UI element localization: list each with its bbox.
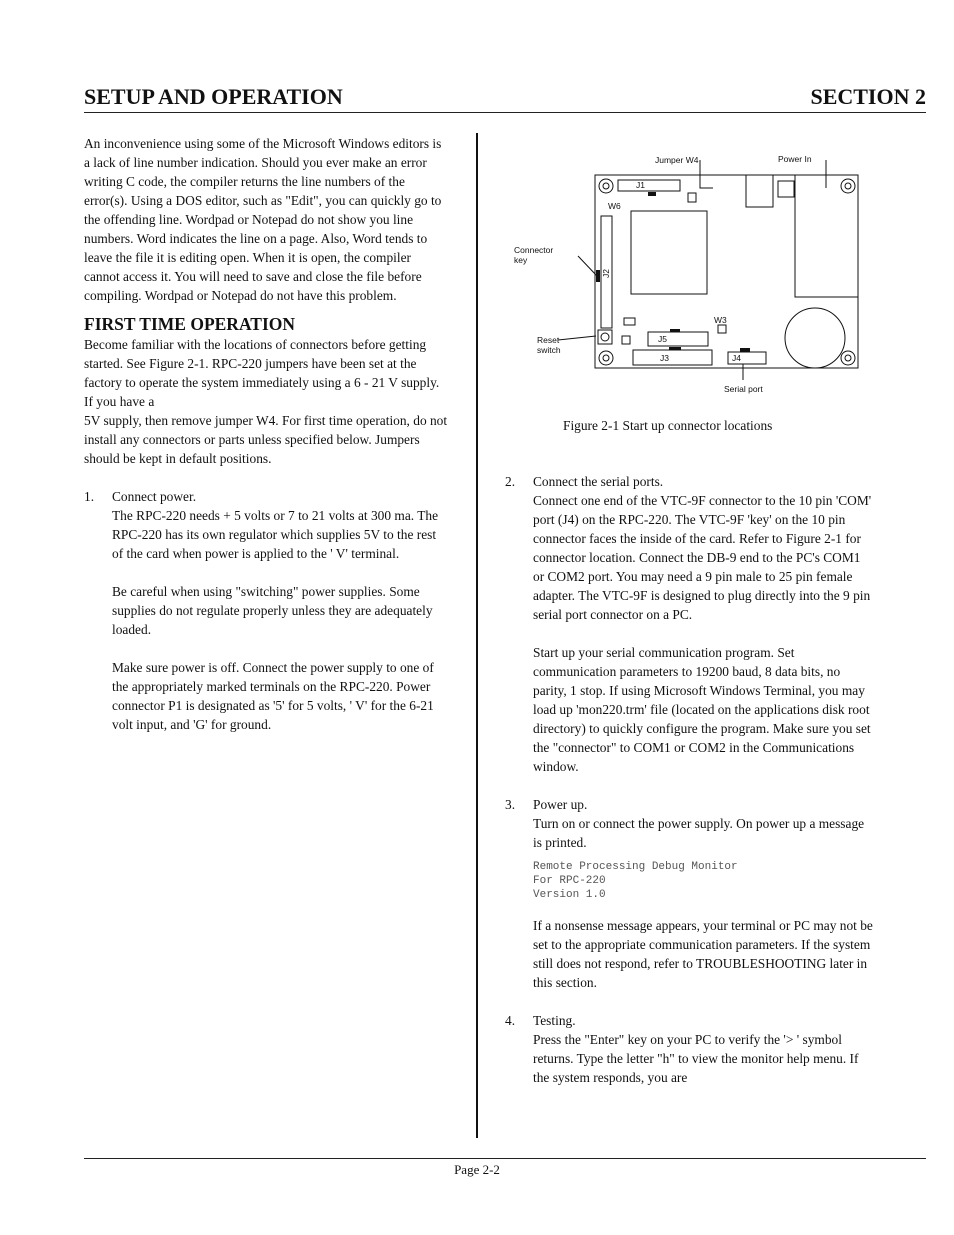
board-diagram bbox=[508, 148, 873, 400]
step-4 bbox=[505, 1011, 873, 1087]
serial-port-label: Serial port bbox=[724, 384, 763, 394]
step-paragraph: The RPC-220 needs + 5 volts or 7 to 21 volts at 300 ma. The RPC-220 has its own regulator which supplies 5V to the rest of the card when power is applied to the ' V' terminal. bbox=[112, 508, 439, 561]
j3-label: J3 bbox=[660, 353, 669, 363]
left-column bbox=[84, 134, 449, 734]
monitor-line: For RPC-220 bbox=[533, 875, 606, 887]
j4-label: J4 bbox=[732, 353, 741, 363]
j1-connector bbox=[618, 180, 680, 191]
reset-switch bbox=[598, 330, 612, 344]
reset-label-1: Reset bbox=[537, 335, 560, 345]
column-divider bbox=[476, 133, 478, 1138]
intro-paragraph: An inconvenience using some of the Microsoft Windows editors is a lack of line number indication. Should you ever make an error writing C code, the compiler returns the line numbers of the error(s). Using a DOS editor, such as "Edit", you can quickly go to the offending line. Wordpad or Notepad do not show you line numbers. Word indicates the line on a page. Also, Word tends to leave the file it is editing open. When it is open, the compiler cannot access it. You will need to save and close the file before compiling. Wordpad or Notepad do not have this problem. bbox=[84, 136, 442, 303]
step-paragraph: Connect one end of the VTC-9F connector to the 10 pin 'COM' port (J4) on the RPC-220. The VTC-9F 'key' on the 10 pin connector faces the inside of the card. Refer to Figure 2-1 for connector location. Connect the DB-9 end to the PC's COM1 or COM2 port. You may need a 9 pin male to 25 pin female adapter. The VTC-9F is designed to plug directly into the 9 pin serial port connector on a PC. bbox=[533, 493, 872, 622]
step-paragraph: Be careful when using "switching" power supplies. Some supplies do not regulate properly unless they are adequately loaded. bbox=[112, 584, 433, 637]
j5-connector bbox=[648, 332, 708, 346]
reset-label-2: switch bbox=[537, 345, 561, 355]
first-time-paragraph-cont: 5V supply, then remove jumper W4. For first time operation, do not install any connectors or parts unless specified below. Jumpers should be kept in default positions. bbox=[84, 413, 448, 466]
step-number: 2. bbox=[505, 474, 516, 489]
connector-location-figure bbox=[508, 148, 873, 400]
jumper-w4-label: Jumper W4 bbox=[655, 155, 699, 165]
step-paragraph: If a nonsense message appears, your terminal or PC may not be set to the appropriate communication parameters. If the system still does not respond, refer to TROUBLESHOOTING later in this section. bbox=[533, 918, 873, 990]
step-3-cont bbox=[505, 916, 873, 992]
j2-label: J2 bbox=[601, 269, 611, 278]
step-title: Power up. bbox=[533, 797, 588, 812]
page-number: Page 2-2 bbox=[454, 1162, 500, 1177]
battery bbox=[785, 308, 845, 368]
mounting-hole bbox=[841, 351, 855, 365]
footer-rule bbox=[84, 1158, 926, 1159]
step-number: 1. bbox=[84, 489, 95, 504]
step-number: 3. bbox=[505, 797, 516, 812]
first-time-operation-heading: FIRST TIME OPERATION bbox=[84, 314, 296, 334]
step-paragraph: Turn on or connect the power supply. On power up a message is printed. bbox=[533, 816, 865, 850]
j5-label: J5 bbox=[658, 334, 667, 344]
j1-label: J1 bbox=[636, 180, 645, 190]
w6-label: W6 bbox=[608, 201, 621, 211]
power-in-label: Power In bbox=[778, 154, 812, 164]
step-3 bbox=[505, 795, 873, 852]
monitor-line: Remote Processing Debug Monitor bbox=[533, 861, 738, 873]
first-time-paragraph: Become familiar with the locations of connectors before getting started. See Figure 2-1. RPC-220 jumpers have been set at the factory to operate the system immediately using a 6 - 21 V supply. If you have a bbox=[84, 337, 440, 409]
step-number: 4. bbox=[505, 1013, 516, 1028]
section-number: SECTION 2 bbox=[810, 84, 926, 109]
j3-connector bbox=[633, 350, 712, 365]
step-1 bbox=[84, 487, 449, 734]
power-connector bbox=[746, 175, 773, 207]
step-2 bbox=[505, 472, 873, 776]
mounting-hole bbox=[599, 351, 613, 365]
step-title: Testing. bbox=[533, 1013, 576, 1028]
w3-label: W3 bbox=[714, 315, 727, 325]
section-title: SETUP AND OPERATION bbox=[84, 84, 343, 109]
processor-chip bbox=[631, 211, 707, 294]
mounting-hole bbox=[599, 179, 613, 193]
step-paragraph: Press the "Enter" key on your PC to verify the '> ' symbol returns. Type the letter "h" to view the monitor help menu. If the system responds, you are bbox=[533, 1032, 859, 1085]
connector-key-label-1: Connector bbox=[514, 245, 554, 255]
right-column bbox=[505, 472, 873, 1087]
monitor-output bbox=[505, 860, 873, 902]
header-rule bbox=[84, 112, 926, 113]
mounting-hole bbox=[841, 179, 855, 193]
step-paragraph: Make sure power is off. Connect the power supply to one of the appropriately marked terminals on the RPC-220. Power connector P1 is designated as '5' for 5 volts, ' V' for the 6-21 volt input, and 'G' for ground. bbox=[112, 660, 434, 732]
connector-key-label-2: key bbox=[514, 255, 528, 265]
step-paragraph: Start up your serial communication program. Set communication parameters to 19200 baud, 8 data bits, no parity, 1 stop. If using Microsoft Windows Terminal, you may load up 'mon220.trm' file (located on the applications disk root directory) to quickly configure the program. Make sure you set the "connector" to COM1 or COM2 in the Communications window. bbox=[533, 645, 871, 774]
step-title: Connect the serial ports. bbox=[533, 474, 664, 489]
step-title: Connect power. bbox=[112, 489, 197, 504]
circuit-board-outline bbox=[595, 175, 858, 368]
monitor-line: Version 1.0 bbox=[533, 889, 606, 901]
figure-caption: Figure 2-1 Start up connector locations bbox=[563, 418, 773, 433]
